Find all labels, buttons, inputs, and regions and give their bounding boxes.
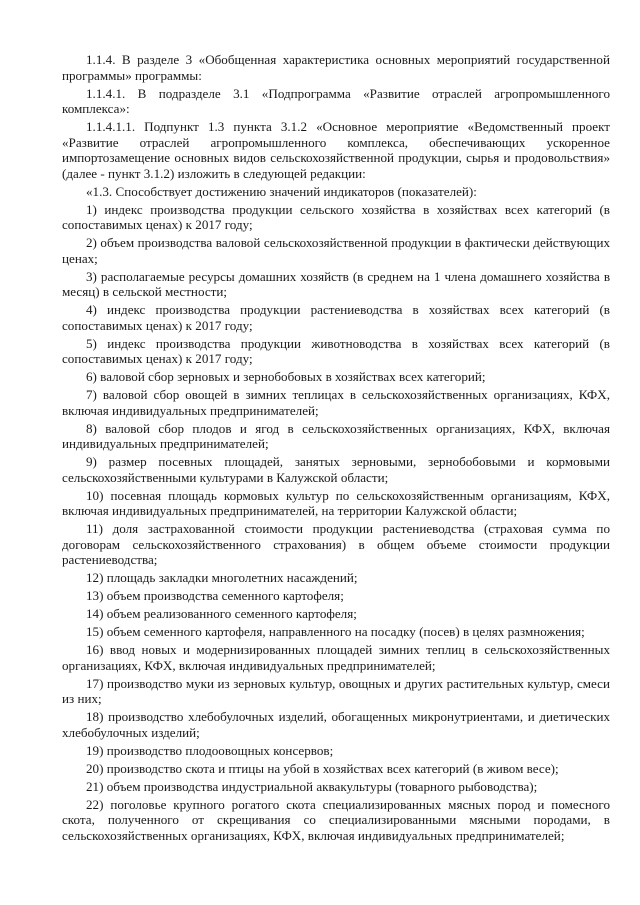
list-item: 8) валовой сбор плодов и ягод в сельскохозяйственных организациях, КФХ, включая индивидуальных предпринимателей; xyxy=(62,420,610,451)
list-item: 21) объем производства индустриальной аквакультуры (товарного рыбоводства); xyxy=(86,778,538,794)
list-item: 1) индекс производства продукции сельского хозяйства в хозяйствах всех категорий (в сопоставимых ценах) к 2017 году; xyxy=(62,201,610,232)
document-page xyxy=(62,52,610,846)
list-item: 11) доля застрахованной стоимости продукции растениеводства (страховая сумма по договорам сельскохозяйственного страхования) в общем объеме стоимости продукции растениеводства; xyxy=(62,521,610,567)
list-item: 18) производство хлебобулочных изделий, обогащенных микронутриентами, и диетических хлебобулочных изделий; xyxy=(62,709,610,740)
list-item: 3) располагаемые ресурсы домашних хозяйств (в среднем на 1 члена домашнего хозяйства в месяц) в сельской местности; xyxy=(62,268,610,299)
list-item: 7) валовой сбор овощей в зимних теплицах в сельскохозяйственных организациях, КФХ, включая индивидуальных предпринимателей; xyxy=(62,387,610,418)
list-item: 9) размер посевных площадей, занятых зерновыми, зернобобовыми и кормовыми сельскохозяйственными культурами в Калужской области; xyxy=(62,454,610,485)
list-item: 15) объем семенного картофеля, направленного на посадку (посев) в целях размножения; xyxy=(86,624,585,639)
paragraph: 1.1.4. В разделе 3 «Обобщенная характеристика основных мероприятий государственной программы» программы: xyxy=(62,52,610,83)
list-item: 4) индекс производства продукции растениеводства в хозяйствах всех категорий (в сопоставимых ценах) к 2017 году; xyxy=(62,302,610,333)
list-item: 19) производство плодоовощных консервов; xyxy=(86,742,334,758)
paragraph: «1.3. Способствует достижению значений индикаторов (показателей): xyxy=(86,183,477,199)
list-item: 5) индекс производства продукции животноводства в хозяйствах всех категорий (в сопоставимых ценах) к 2017 году; xyxy=(62,335,610,366)
paragraph: 1.1.4.1. В подразделе 3.1 «Подпрограмма «Развитие отраслей агропромышленного комплекса»: xyxy=(62,85,610,116)
list-item: 10) посевная площадь кормовых культур по сельскохозяйственным организациям, КФХ, включая индивидуальных предпринимателей, на территории Калужской области; xyxy=(62,487,610,518)
list-item: 2) объем производства валовой сельскохозяйственной продукции в фактически действующих ценах; xyxy=(62,235,610,266)
list-item: 17) производство муки из зерновых культур, овощных и других растительных культур, смеси из них; xyxy=(62,675,610,706)
list-item: 16) ввод новых и модернизированных площадей зимних теплиц в сельскохозяйственных организациях, КФХ, включая индивидуальных предпринимателей; xyxy=(62,642,610,673)
list-item: 6) валовой сбор зерновых и зернобобовых в хозяйствах всех категорий; xyxy=(86,369,486,384)
list-item: 20) производство скота и птицы на убой в хозяйствах всех категорий (в живом весе); xyxy=(86,760,559,776)
list-item: 12) площадь закладки многолетних насаждений; xyxy=(86,570,358,585)
list-item: 14) объем реализованного семенного картофеля; xyxy=(86,606,357,621)
paragraph: 1.1.4.1.1. Подпункт 1.3 пункта 3.1.2 «Основное мероприятие «Ведомственный проект «Развитие отраслей агропромышленного комплекса, обеспечивающих ускоренное импортозамещение основных видов сельскохозяйственной продукции, сырья и продовольствия» (далее - пункт 3.1.2) изложить в следующей редакции: xyxy=(62,119,610,181)
list-item: 13) объем производства семенного картофеля; xyxy=(86,588,344,603)
list-item: 22) поголовье крупного рогатого скота специализированных мясных пород и помесного скота, полученного от скрещивания со специализированными мясными породами, в сельскохозяйственных организациях, КФХ, включая индивидуальных предпринимателей; xyxy=(62,796,610,843)
